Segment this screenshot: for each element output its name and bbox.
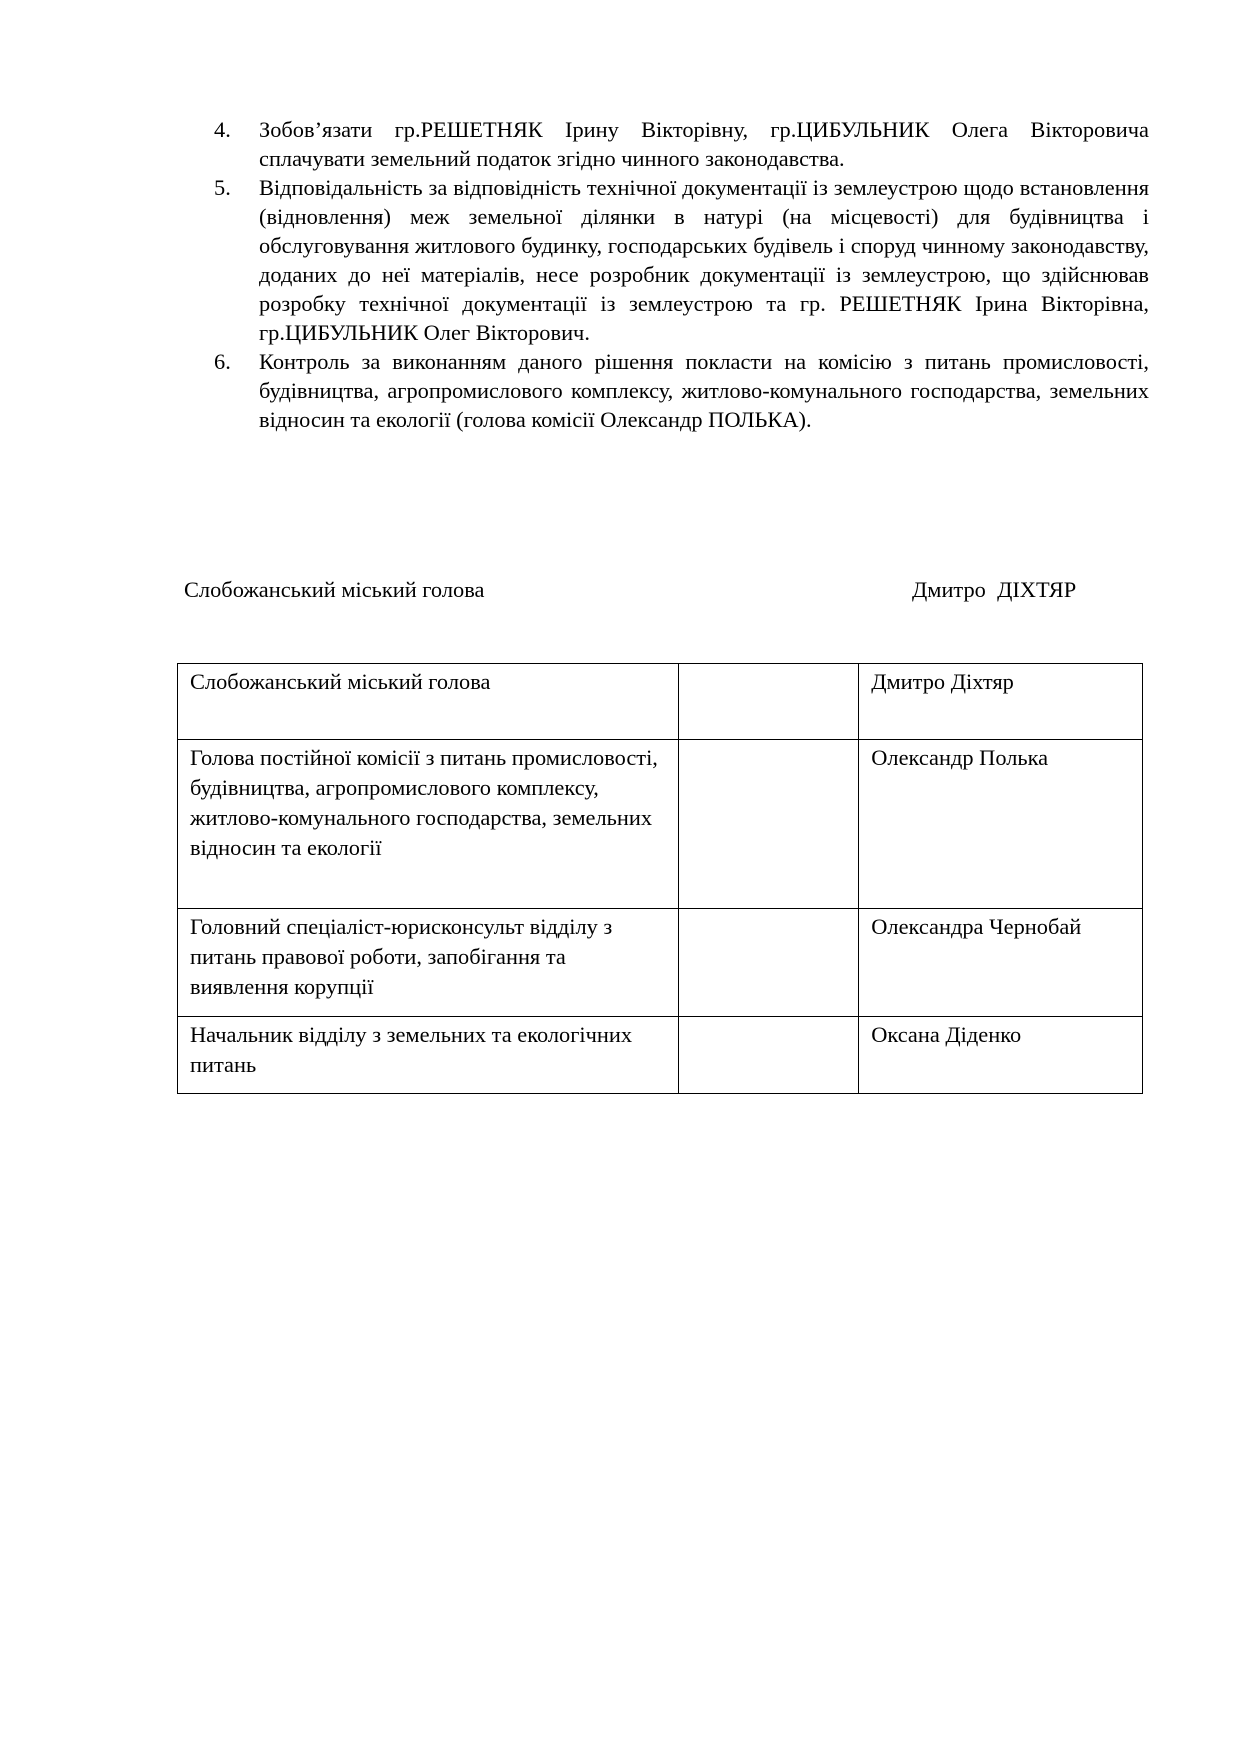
table-row	[178, 909, 1143, 1017]
clause-4	[209, 115, 1149, 173]
position-cell: Голова постійної комісії з питань промисловості, будівництва, агропромислового комплексу, житлово-комунального господарства, земельних відносин та екології	[178, 740, 679, 909]
clause-text: Зобов’язати гр.РЕШЕТНЯК Ірину Вікторівну, гр.ЦИБУЛЬНИК Олега Вікторовича сплачувати земельний податок згідно чинного законодавства.	[259, 117, 1149, 171]
decision-clauses	[209, 115, 1149, 434]
signature-cell	[678, 740, 859, 909]
name-cell: Дмитро Діхтяр	[859, 664, 1143, 740]
position-cell: Слобожанський міський голова	[178, 664, 679, 740]
table-row	[178, 740, 1143, 909]
position-cell: Начальник відділу з земельних та екологічних питань	[178, 1017, 679, 1094]
table-row	[178, 1017, 1143, 1094]
name-cell: Оксана Діденко	[859, 1017, 1143, 1094]
approval-table	[177, 663, 1143, 1094]
signature-position: Слобожанський міський голова	[184, 577, 485, 602]
signature-block	[184, 575, 1094, 605]
clause-text: Контроль за виконанням даного рішення покласти на комісію з питань промисловості, будівництва, агропромислового комплексу, житлово-комунального господарства, земельних відносин та екології (голова комісії Олександр ПОЛЬКА).	[259, 349, 1149, 432]
signature-name: Дмитро ДІХТЯР	[912, 577, 1077, 602]
table-row	[178, 664, 1143, 740]
signature-cell	[678, 909, 859, 1017]
name-cell: Олександр Полька	[859, 740, 1143, 909]
name-cell: Олександра Чернобай	[859, 909, 1143, 1017]
position-cell: Головний спеціаліст-юрисконсульт відділу з питань правової роботи, запобігання та виявлення корупції	[178, 909, 679, 1017]
clause-number: 4.	[214, 117, 231, 142]
clause-number: 6.	[214, 349, 231, 374]
clause-number: 5.	[214, 175, 231, 200]
clause-6	[209, 347, 1149, 434]
signature-cell	[678, 664, 859, 740]
signature-cell	[678, 1017, 859, 1094]
clause-5	[209, 173, 1149, 347]
clause-text: Відповідальність за відповідність технічної документації із землеустрою щодо встановлення (відновлення) меж земельної ділянки в натурі (на місцевості) для будівництва і обслуговування житлового будинку, господарських будівель і споруд чинному законодавству, доданих до неї матеріалів, несе розробник документації із землеустрою, що здійснював розробку технічної документації із землеустрою та гр. РЕШЕТНЯК Ірина Вікторівна, гр.ЦИБУЛЬНИК Олег Вікторович.	[259, 175, 1149, 345]
